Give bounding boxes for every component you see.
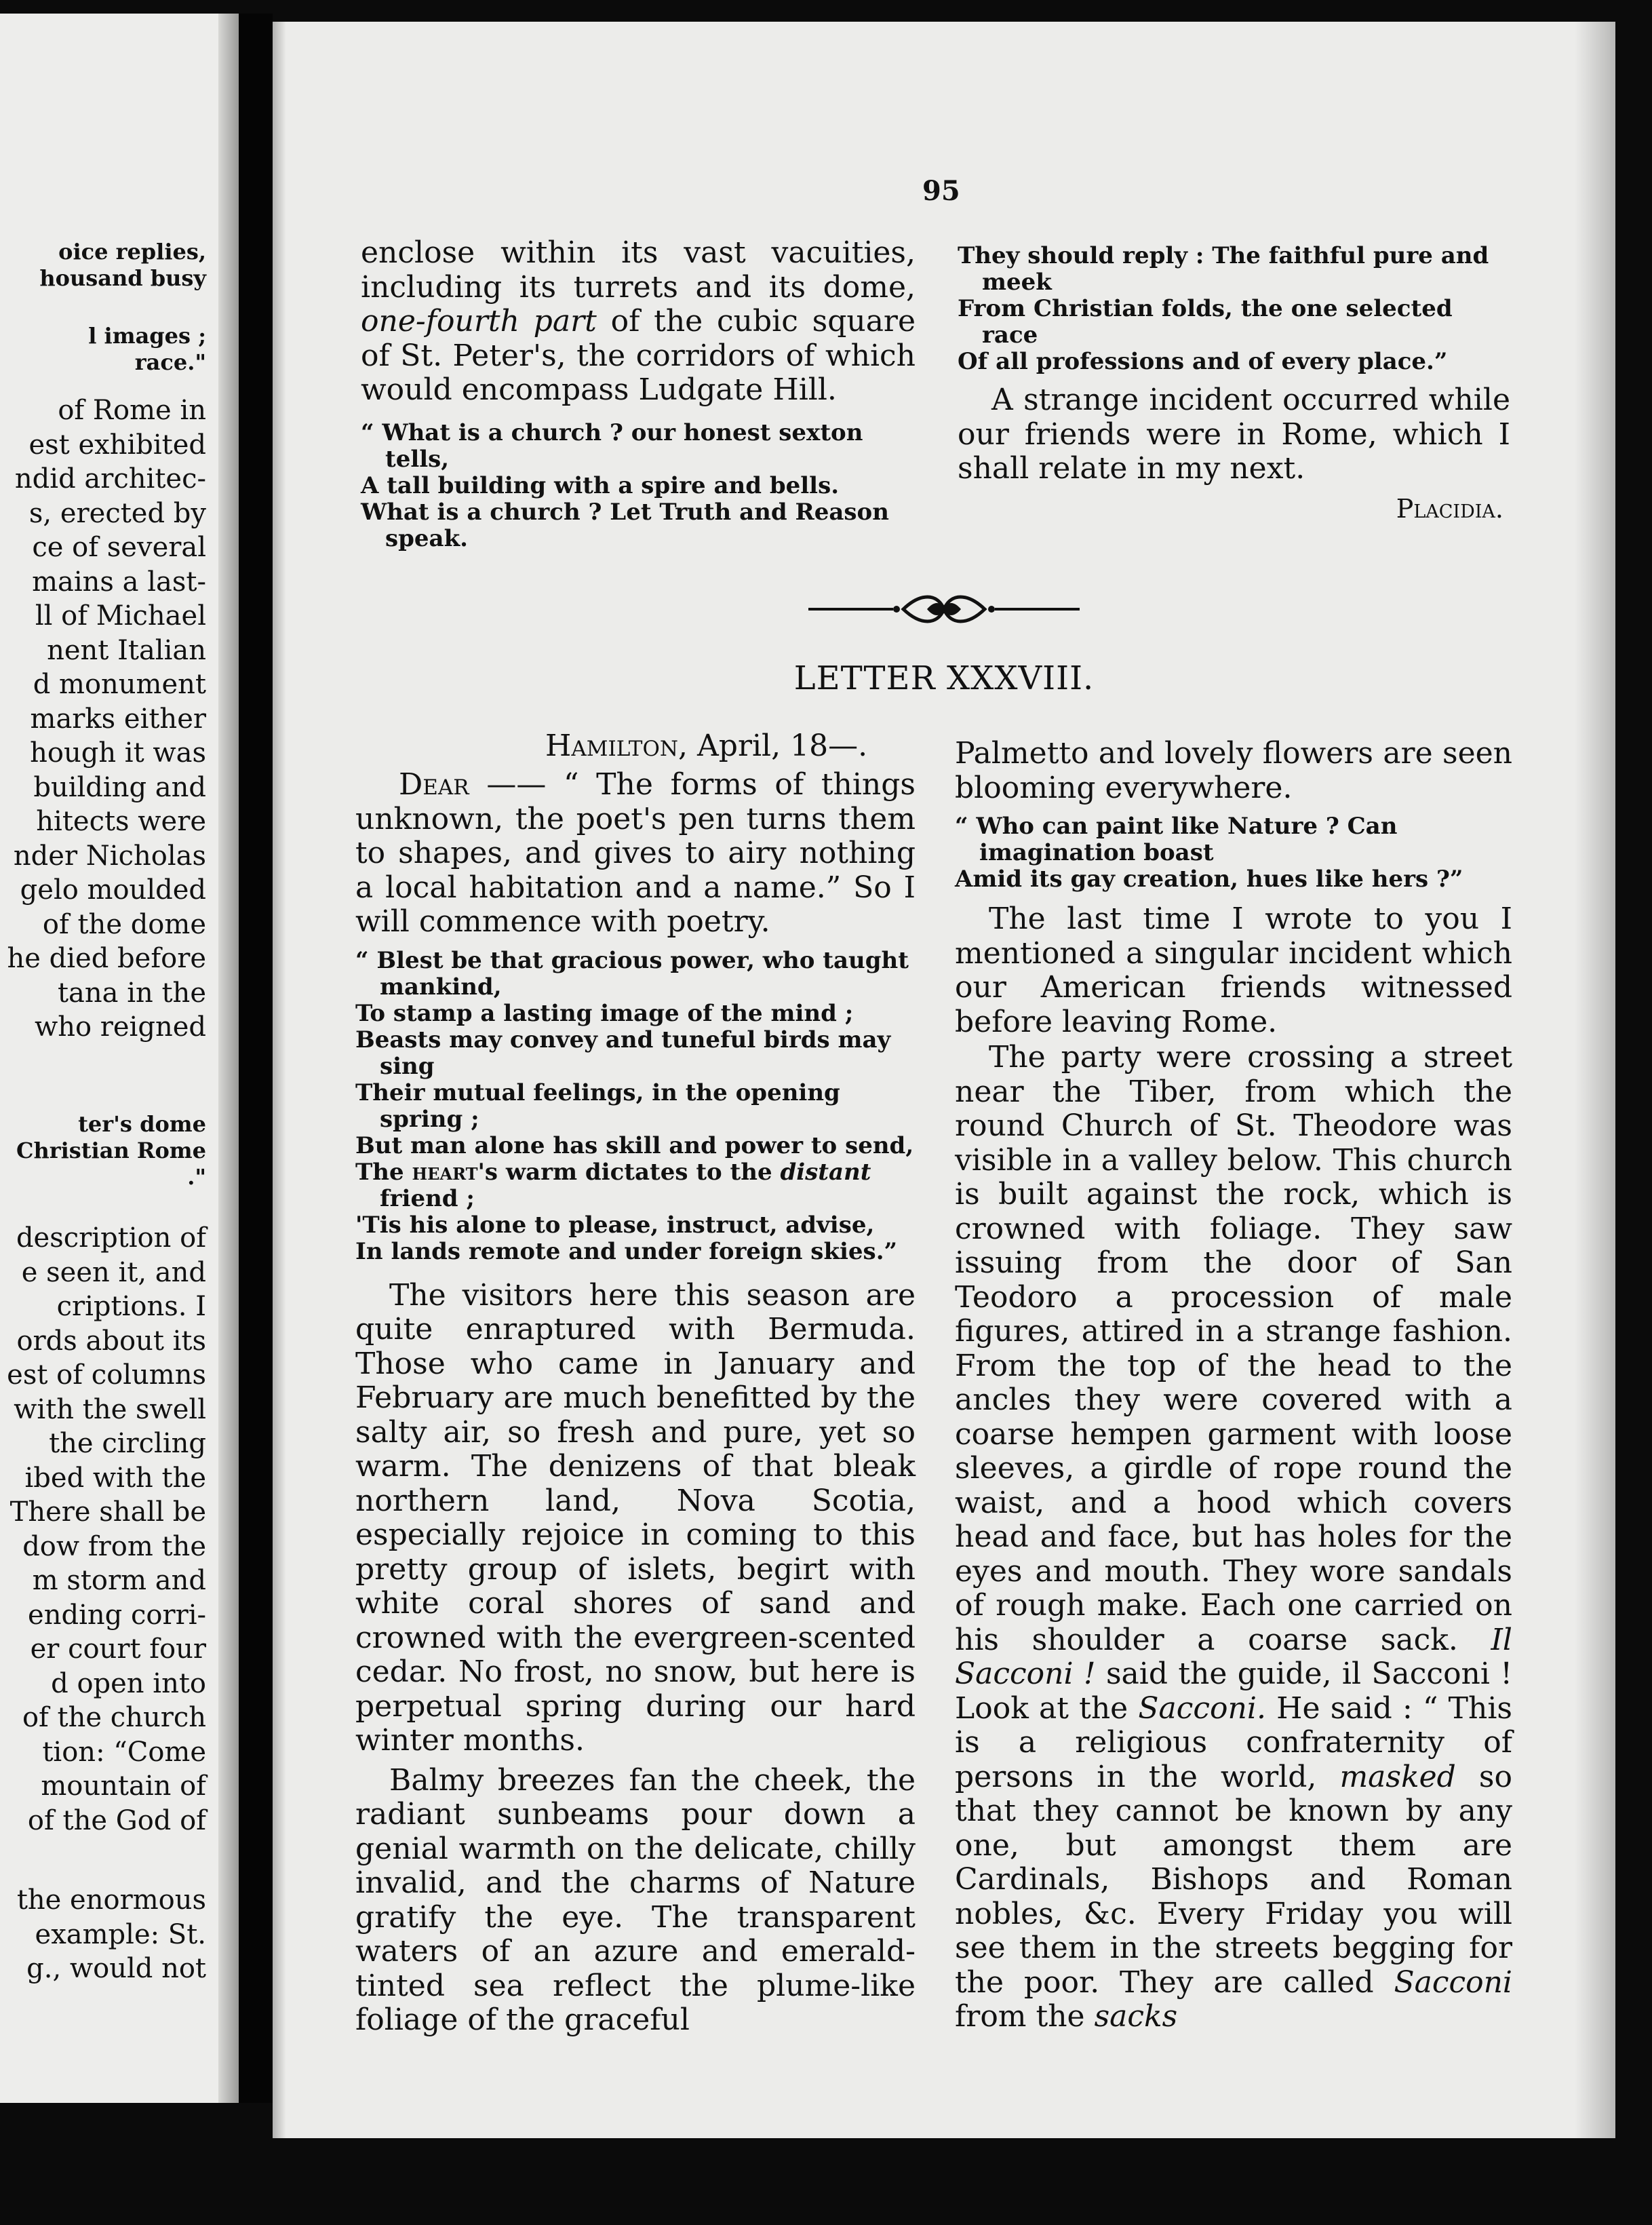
left-fragment-group	[3, 1883, 206, 1986]
left-page-line: dow from the	[22, 1530, 206, 1562]
page-shadow-right	[1575, 22, 1615, 2138]
left-page-line: description of	[16, 1222, 206, 1254]
left-page-line: hough it was	[30, 737, 206, 769]
paragraph: Balmy breezes fan the cheek, the radiant sunbeams pour down a genial warmth on the delicate, chilly invalid, and the charms of Nature gratify the eye. The transparent waters of an azure and emerald-tinted sea reflect the plume-like foliage of the graceful	[355, 1762, 916, 2037]
page-shadow-left	[273, 22, 286, 2138]
left-page-line: of the dome	[42, 908, 206, 940]
signature: Placidia.	[1396, 493, 1503, 524]
left-page-line: est exhibited	[28, 429, 206, 461]
left-page-line: of the God of	[27, 1804, 206, 1836]
page-gutter-shadow	[218, 14, 239, 2103]
left-page-line: d monument	[33, 669, 206, 700]
left-page-line: building and	[33, 771, 206, 803]
left-page-line: example: St.	[35, 1918, 206, 1950]
left-page-line: marks either	[30, 703, 206, 735]
left-page-line: nder Nicholas	[13, 840, 206, 872]
paragraph: The party were crossing a street near the Tiber, from which the round Church of St. Theodore was visible in a valley below. This church is built against the rock, which is crowned with foliage. They saw issuing from the door of San Teodoro a procession of male figures, attired in a strange fashion. From the top of the head to the ancles they were covered with a coarse hempen garment with loose sleeves, a girdle of rope round the waist, and a hood which covers head and face, but has holes for the eyes and mouth. They wore sandals of rough make. Each one carried on his shoulder a coarse sack. Il Sacconi ! said the guide, il Sacconi ! Look at the Sacconi. He said : “ This is a religious confraternity of persons in the world, masked so that they cannot be known by any one, but amongst them are Cardinals, Bishops and Roman nobles, &c. Every Friday you will see them in the streets begging for the poor. They are called Sacconi from the sacks	[955, 1040, 1513, 2034]
left-page-line: est of columns	[7, 1359, 206, 1391]
left-page-line: tion: “Come	[42, 1736, 206, 1768]
left-page-line: ords about its	[16, 1325, 206, 1357]
left-page-line: mountain of	[41, 1771, 206, 1802]
left-page-line: er court four	[30, 1633, 206, 1665]
left-fragment-group	[3, 239, 206, 292]
left-page-line: housand busy	[39, 265, 206, 291]
left-page-line: l images ;	[88, 323, 206, 349]
facing-left-page	[0, 14, 239, 2103]
left-page-line: d open into	[51, 1667, 206, 1699]
poem-quote: “ What is a church ? our honest sexton tells, A tall building with a spire and bells. What is a church ? Let Truth and Reason speak.	[361, 419, 889, 552]
left-page-line: m storm and	[32, 1565, 206, 1596]
left-page-line: ll of Michael	[35, 600, 206, 632]
paragraph: The last time I wrote to you I mentioned a singular incident which our American friends witnessed before leaving Rome.	[955, 902, 1512, 1039]
left-page-line: ."	[187, 1164, 206, 1190]
left-page-line: e seen it, and	[21, 1256, 206, 1288]
left-page-line: Christian Rome	[16, 1138, 206, 1163]
column-2-bottom	[955, 737, 1512, 2034]
left-page-line: of Rome in	[58, 395, 206, 426]
poem-quote: “ Blest be that gracious power, who taught mankind, To stamp a lasting image of the mind ; Beasts may convey and tuneful birds may sing Their mutual feelings, in the opening spring ; But man alone has skill and power to send, The heart's warm dictates to the distant friend ; 'Tis his alone to please, instruct, advise, In lands remote and under foreign skies.”	[355, 946, 914, 1265]
paragraph: Palmetto and lovely flowers are seen blooming everywhere.	[955, 736, 1512, 805]
left-fragment-group	[3, 393, 206, 1045]
left-page-line: he died before	[7, 943, 206, 974]
left-fragment-group	[3, 1111, 206, 1191]
left-page-line: the circling	[49, 1428, 206, 1459]
column-1-bottom	[355, 727, 916, 2038]
left-page-line: mains a last-	[32, 566, 206, 598]
column-2-top	[958, 243, 1510, 526]
left-page-line: There shall be	[9, 1496, 206, 1528]
left-page-line: oice replies,	[58, 239, 206, 265]
left-page-line: g., would not	[26, 1953, 206, 1984]
left-page-line: nent Italian	[47, 634, 206, 666]
left-page-line: of the church	[22, 1702, 206, 1733]
left-page-line: criptions. I	[56, 1291, 206, 1322]
left-page-line: the enormous	[16, 1884, 206, 1916]
left-page-line: hitects were	[36, 806, 206, 837]
paragraph: The visitors here this season are quite enraptured with Bermuda. Those who came in January and February are much benefitted by the salty air, so fresh and pure, yet so warm. The denizens of that bleak northern land, Nova Scotia, especially rejoice in coming to this pretty group of islets, begirt with white coral shores of sand and crowned with the evergreen-scented cedar. No frost, no snow, but here is perpetual spring during our hard winter months.	[355, 1277, 916, 1758]
left-page-line: with the swell	[14, 1393, 206, 1425]
left-page-line: s, erected by	[28, 497, 206, 529]
left-page-line: race."	[134, 349, 206, 375]
left-page-line: ibed with the	[24, 1462, 206, 1494]
ornamental-divider	[808, 589, 1080, 630]
book-page	[273, 22, 1615, 2138]
left-page-line: gelo moulded	[20, 874, 206, 906]
column-1-top	[361, 236, 916, 552]
left-page-line: who reigned	[34, 1011, 206, 1043]
letter-heading: LETTER XXXVIII.	[793, 659, 1095, 697]
left-page-line: tana in the	[57, 977, 206, 1009]
left-fragment-group	[3, 323, 206, 376]
poem-quote: They should reply : The faithful pure and meek From Christian folds, the one selected race Of all professions and of every place.”	[958, 242, 1489, 375]
left-page-line: ce of several	[32, 532, 206, 563]
left-page-line: ter's dome	[78, 1111, 206, 1137]
left-fragment-group	[3, 1221, 206, 1838]
paragraph: Dear —— “ The forms of things unknown, the poet's pen turns them to shapes, and gives to airy nothing a local habitation and a name.” So I will commence with poetry.	[355, 767, 916, 939]
left-page-line: ending corri-	[28, 1599, 206, 1631]
dateline: Hamilton, April, 18—.	[545, 729, 868, 763]
paragraph: A strange incident occurred while our friends were in Rome, which I shall relate in my next.	[958, 383, 1510, 486]
page-number: 95	[922, 175, 960, 207]
poem-quote: “ Who can paint like Nature ? Can imagination boast Amid its gay creation, hues like hers ?”	[955, 813, 1463, 893]
book-spine	[239, 14, 273, 2103]
left-page-line: ndid architec-	[14, 463, 206, 495]
paragraph: enclose within its vast vacuities, including its turrets and its dome, one-fourth part of the cubic square of St. Peter's, the corridors of which would encompass Ludgate Hill.	[361, 235, 916, 407]
